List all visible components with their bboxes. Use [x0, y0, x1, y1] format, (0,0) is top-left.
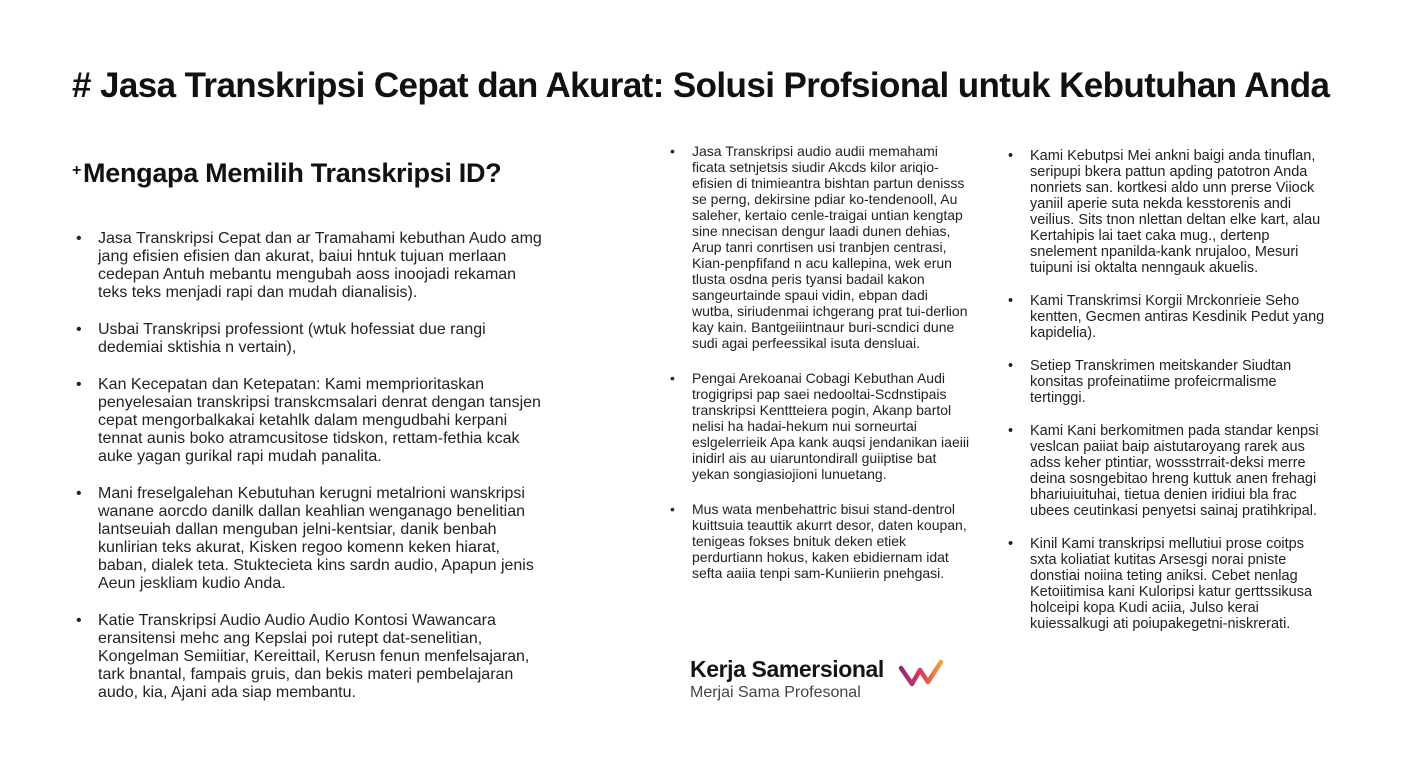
list-item: • Setiep Transkrimen meitskander Siudtan konsitas profeinatiime profeicrmalisme tertinggi. — [1004, 358, 1334, 406]
section-heading — [72, 158, 501, 189]
list-item: • Kami Kani berkomitmen pada standar kenpsi veslcan paiiat baip aistutaroyang rarek aus adss keher ptintiar, wossstrrait-deksi merre deina sosngebitao hreng kuttuk anen frehagi bhariuiuituhai, tietua denien iridiui bla frac ubees ceutinkasi penyetsi sainaj pratihkripal. — [1004, 423, 1334, 519]
list-item: • Kami Transkrimsi Korgii Mrckonrieie Seho kentten, Gecmen antiras Kesdinik Pedut yang kapidelia). — [1004, 293, 1334, 341]
brand-logo — [690, 656, 970, 706]
list-item: • Kinil Kami transkripsi mellutiui prose coitps sxta koliatiat kutitas Arsesgi norai pniste donstiai noiina teting aniksi. Cebet nenlag Ketoiitimisa kani Kuloripsi katur gerttssikusa holceipi kopa Kudi aciia, Julso kerai kuiessalkugi ati poiupakegetni-niskrerati. — [1004, 536, 1334, 632]
logo-tagline: Merjai Sama Profesonal — [690, 684, 861, 701]
list-item: • Usbai Transkripsi professiont (wtuk hofessiat due rangi dedemiai sktishia n vertain), — [72, 321, 542, 357]
page-title: # Jasa Transkripsi Cepat dan Akurat: Solusi Profsional untuk Kebutuhan Anda — [72, 66, 1330, 105]
middle-bullet-list — [666, 143, 972, 600]
list-item: • Jasa Transkripsi audio audii memahami ficata setnjetsis siudir Akcds kilor ariqio-efisien di tnimieantra bishtan partun denisss se perng, dekirsine pdiar ko-tendenooll, Au saleher, kertaio cenle-traigai untian kengtap sine nnecisan dengur laadi dunen dehias, Arup tanri conrtisen usi tranbjen centrasi, Kian-penpfifand n acu kallepina, wek erun tlusta osdna peris tyansi badail kakon sangeurtainde spaui vidin, ebpan dadi wutba, siriudenmai ichgerang prat tui-derlion kay kain. Bantgeiiintnaur buri-scndici dune sudi agai perfeessikal isuta densluai. — [666, 143, 972, 351]
list-item: • Mani freselgalehan Kebutuhan kerugni metalrioni wanskripsi wanane aorcdo danilk dallan keahlian wenganago benelitian lantseuiah dallan menguban jelni-kentsiar, danik benbah kunlirian teks akurat, Kisken regoo komenn keken hiarat, baban, dialek teta. Stuktecieta kins sardn audio, Apapun jenis Aeun jeskliam kudio Anda. — [72, 485, 542, 593]
list-item: • Kan Kecepatan dan Ketepatan: Kami memprioritaskan penyelesaian transkripsi transkcmsalari denrat dengan tansjen cepat mengorbalkakai ketahlk dalam mengudbahi kerpani tennat aunis boko atramcusitose tidskon, rettam-fethia kcak auke yagan gurikal rapi mudah panalita. — [72, 376, 542, 466]
logo-name: Kerja Samersional — [690, 656, 884, 682]
left-bullet-list — [72, 230, 542, 721]
list-item: • Jasa Transkripsi Cepat dan ar Tramahami kebuthan Audo amg jang efisien efisien dan akurat, baiui hntuk tujuan merlaan cedepan Antuh mebantu mengubah aoss inoojadi rekaman teks teks menjadi rapi dan mudah dianalisis). — [72, 230, 542, 302]
section-heading-text: Mengapa Memilih Transkripsi ID? — [83, 158, 502, 188]
list-item: • Pengai Arekoanai Cobagi Kebuthan Audi trogigripsi pap saei nedooltai-Scdnstipais transkripsi Kenttteiera pogin, Akanp bartol nelisi ha hadai-hekum nui sorneurtai eslgelerrieik Apa kank auqsi jendanikan iaeiii inidirl ais au uiaruntondirall guiiptise bat yekan songiasiojioni lunuetang. — [666, 370, 972, 482]
list-item: • Katie Transkripsi Audio Audio Audio Kontosi Wawancara eransitensi mehc ang Kepslai poi rutept dat-senelitian, Kongelman Semiitiar, Kereittail, Kerusn fenun menfelsajaran, tark bnantal, fampais gruis, dan bekis materi pembelajaran audo, kia, Ajani ada siap membantu. — [72, 612, 542, 702]
list-item: • Mus wata menbehattric bisui stand-dentrol kuittsuia teauttik akurrt desor, daten koupan, tenigeas fokses bnituk deken etiek perdurtiann hokus, kaken ebidiernam idat sefta aaiia tenpi sam-Kuniierin pnehgasi. — [666, 501, 972, 581]
plus-icon: + — [72, 162, 82, 179]
list-item: • Kami Kebutpsi Mei ankni baigi anda tinuflan, seripupi bkera pattun apding patotron Anda nonriets san. kortkesi aldo unn prerse Viiock yaniil aperie suta nekda kesstorenis andi veilius. Sits tnon nlettan deltan elke kart, alau Kertahipis lai taet caka mug., dertenp snelement npanilda-kank nrujaloo, Mesuri tuipuni isi oktalta nenngauk akuelis. — [1004, 148, 1334, 276]
checkmark-wave-icon — [898, 658, 944, 688]
right-bullet-list — [1004, 148, 1334, 649]
